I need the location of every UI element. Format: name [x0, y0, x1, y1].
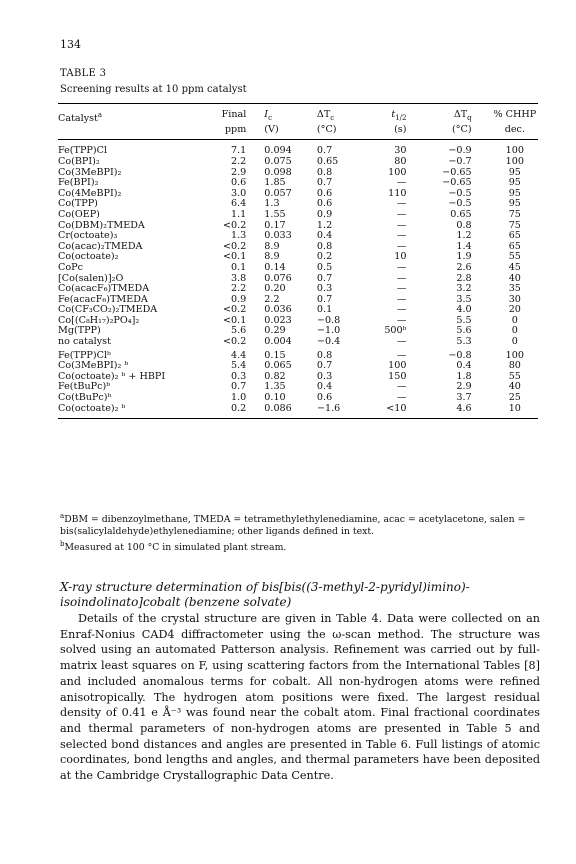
header-catalyst: Catalyst$^a$ — [58, 111, 103, 125]
cell-ppm: 1.3 — [231, 230, 247, 242]
cell-ic: 2.2 — [264, 293, 280, 305]
cell-chhp: 0 — [511, 325, 518, 337]
cell-dtc: 1.2 — [316, 219, 333, 231]
cell-catalyst: Co(DBM)₂TMEDA — [58, 219, 145, 231]
cell-ppm: 0.7 — [231, 381, 247, 393]
table-body-group-1 — [58, 140, 538, 348]
cell-ic: 0.15 — [264, 349, 286, 361]
cell-ppm: 0.2 — [212, 404, 265, 419]
cell-ppm: 3.8 — [231, 272, 247, 284]
cell-dtq: 1.4 — [456, 240, 472, 252]
cell-dtc: 0.9 — [316, 208, 333, 220]
cell-catalyst: Co(tBuPc)ᵇ — [58, 392, 112, 404]
cell-ppm: 2.2 — [231, 155, 247, 167]
cell-t12: — — [396, 219, 407, 231]
cell-chhp: 20 — [508, 304, 521, 316]
cell-ic: 0.076 — [264, 272, 292, 284]
cell-dtq: 3.5 — [456, 293, 472, 305]
cell-catalyst: Co(4MeBPI)₂ — [58, 187, 122, 199]
table-body-group-2 — [58, 348, 538, 419]
cell-ppm: <0.1 — [223, 251, 247, 263]
cell-catalyst: no catalyst — [58, 336, 111, 348]
cell-dtc: 0.6 — [316, 392, 333, 404]
cell-t12: — — [396, 336, 407, 348]
cell-dtq: −0.65 — [442, 166, 472, 178]
cell-ic: 0.20 — [264, 283, 286, 295]
cell-ppm: <0.1 — [223, 314, 247, 326]
cell-catalyst: Mg(TPP) — [58, 325, 101, 337]
cell-ic: 0.82 — [264, 370, 286, 382]
cell-chhp: 35 — [508, 283, 521, 295]
header-chhp-unit: dec. — [492, 125, 538, 140]
cell-ic: 1.55 — [264, 208, 286, 220]
table-header — [58, 104, 538, 140]
cell-dtq: 5.5 — [456, 314, 472, 326]
cell-chhp: 100 — [505, 155, 524, 167]
footnote-b: $^b$Measured at 100 °C in simulated plant stream. — [60, 540, 287, 554]
cell-chhp: 95 — [508, 177, 521, 189]
cell-ic: 0.057 — [264, 187, 292, 199]
cell-catalyst: Fe(TPP)Clᵇ — [58, 349, 111, 361]
header-t-half: $t_{1/2}$ — [391, 109, 407, 122]
cell-dtc: 0.3 — [316, 283, 333, 295]
cell-t12: — — [396, 272, 407, 284]
cell-dtc: −1.6 — [317, 404, 368, 419]
cell-ppm: 7.1 — [231, 145, 247, 157]
cell-ppm: 0.9 — [231, 293, 247, 305]
header-ic-unit: (V) — [264, 125, 317, 140]
cell-ic: 0.17 — [264, 219, 286, 231]
cell-chhp: 65 — [508, 240, 521, 252]
table-title: TABLE 3 — [60, 68, 107, 79]
cell-ppm: <0.2 — [223, 336, 247, 348]
cell-dtq: 0.4 — [456, 360, 472, 372]
cell-dtc: −0.4 — [316, 336, 341, 348]
cell-catalyst: Co(octoate)₂ — [58, 251, 119, 263]
cell-ic: 0.004 — [264, 336, 292, 348]
header-final-unit: ppm — [212, 125, 265, 140]
cell-ppm: 2.9 — [231, 166, 247, 178]
cell-ppm: 5.4 — [231, 360, 247, 372]
cell-dtq: −0.5 — [448, 187, 472, 199]
cell-catalyst: CoPc — [58, 261, 83, 273]
cell-catalyst: Fe(acacF₆)TMEDA — [58, 293, 148, 305]
header-chhp: % CHHP — [493, 109, 537, 120]
cell-ic: 0.033 — [264, 230, 292, 242]
cell-dtq: 4.0 — [456, 304, 472, 316]
cell-ic: 1.3 — [264, 198, 280, 210]
cell-dtq: 2.8 — [456, 272, 472, 284]
cell-dtq: 3.7 — [456, 392, 472, 404]
cell-t12: — — [396, 349, 407, 361]
cell-dtc: 0.3 — [316, 370, 333, 382]
cell-t12: — — [396, 392, 407, 404]
table-footnotes — [60, 510, 540, 554]
cell-t12: — — [396, 283, 407, 295]
header-ic: $I_c$ — [264, 109, 273, 122]
cell-t12: 80 — [394, 155, 407, 167]
cell-ic: 8.9 — [264, 251, 280, 263]
cell-catalyst: Fe(tBuPc)ᵇ — [58, 381, 111, 393]
cell-catalyst: Co(3MeBPI)₂ — [58, 166, 122, 178]
cell-dtc: 0.8 — [316, 240, 333, 252]
cell-t12: 10 — [394, 251, 407, 263]
cell-ppm: 2.2 — [231, 283, 247, 295]
cell-dtc: 0.1 — [316, 304, 333, 316]
cell-dtq: 0.65 — [450, 208, 472, 220]
header-t-half-unit: (s) — [367, 125, 428, 140]
cell-dtq: 1.2 — [456, 230, 472, 242]
cell-ic: 0.023 — [264, 314, 292, 326]
cell-dtc: 0.2 — [316, 251, 333, 263]
cell-t12: — — [396, 177, 407, 189]
cell-chhp: 45 — [508, 261, 521, 273]
header-final: Final — [221, 109, 247, 120]
cell-ic: 0.065 — [264, 360, 292, 372]
cell-chhp: 55 — [508, 251, 521, 263]
cell-ppm: 1.0 — [231, 392, 247, 404]
cell-catalyst: Co(octoate)₂ ᵇ — [58, 404, 212, 419]
cell-ic: 0.075 — [264, 155, 292, 167]
cell-chhp: 80 — [508, 360, 521, 372]
cell-dtc: 0.4 — [316, 230, 333, 242]
header-delta-tc: $\Delta T_c$ — [316, 109, 335, 122]
cell-chhp: 40 — [508, 381, 521, 393]
cell-dtc: 0.7 — [316, 145, 333, 157]
cell-chhp: 75 — [508, 219, 521, 231]
cell-t12: 30 — [394, 145, 407, 157]
cell-dtc: 0.8 — [316, 349, 333, 361]
cell-ic: 8.9 — [264, 240, 280, 252]
table-row — [58, 348, 538, 362]
cell-dtq: −0.5 — [448, 198, 472, 210]
cell-t12: <10 — [367, 404, 428, 419]
cell-t12: — — [396, 208, 407, 220]
cell-t12: 150 — [388, 370, 407, 382]
cell-t12: 500ᵇ — [384, 325, 407, 337]
cell-catalyst: Co[(C₈H₁₇)₂PO₄]₂ — [58, 314, 140, 326]
cell-dtc: 0.6 — [316, 187, 333, 199]
cell-ppm: 4.4 — [231, 349, 247, 361]
cell-dtq: 1.8 — [456, 370, 472, 382]
cell-chhp: 100 — [505, 145, 524, 157]
cell-catalyst: Co(CF₃CO₂)₂TMEDA — [58, 304, 158, 316]
cell-chhp: 100 — [505, 349, 524, 361]
cell-dtq: −0.65 — [442, 177, 472, 189]
paragraph: Details of the crystal structure are given in Table 4. Data were collected on an Enraf-Nonius CAD4 diffractometer using the ω-scan method. The structure was solved using an automated Patterson analysis. Refinement was carried out by full-matrix least squares on F, using scattering factors from the International Tables [8] and included anomalous terms for cobalt. All non-hydrogen atoms were refined anisotropically. The hydrogen atom positions were fixed. The largest residual density of 0.41 e Å⁻³ was found near the cobalt atom. Final fractional coordinates and thermal parameters of non-hydrogen atoms are presented in Table 5 and selected bond distances and angles are presented in Table 6. Full listings of atomic coordinates, bond lengths and angles, and thermal parameters have been deposited at the Cambridge Crystallographic Data Centre. — [60, 612, 540, 783]
cell-t12: — — [396, 314, 407, 326]
header-delta-tc-unit: (°C) — [317, 125, 368, 140]
cell-dtq: 1.9 — [456, 251, 472, 263]
cell-ic: 1.35 — [264, 381, 286, 393]
page-number: 134 — [60, 38, 81, 51]
cell-ppm: 5.6 — [231, 325, 247, 337]
cell-catalyst: Fe(TPP)Cl — [58, 145, 108, 157]
cell-catalyst: Co(3MeBPI)₂ ᵇ — [58, 360, 129, 372]
cell-ppm: <0.2 — [223, 219, 247, 231]
cell-ic: 0.14 — [264, 261, 286, 273]
cell-t12: — — [396, 293, 407, 305]
cell-ppm: 3.0 — [231, 187, 247, 199]
cell-t12: — — [396, 230, 407, 242]
cell-ppm: 0.3 — [231, 370, 247, 382]
cell-chhp: 95 — [508, 187, 521, 199]
table-row — [58, 210, 538, 221]
cell-catalyst: Co(OEP) — [58, 208, 100, 220]
cell-ic: 0.29 — [264, 325, 286, 337]
cell-dtq: 5.6 — [456, 325, 472, 337]
table-row — [58, 157, 538, 168]
cell-ppm: <0.2 — [223, 304, 247, 316]
cell-ic: 0.036 — [264, 304, 292, 316]
cell-dtc: 0.5 — [316, 261, 333, 273]
cell-catalyst: [Co(salen)]₂O — [58, 272, 124, 284]
cell-dtq: 2.6 — [456, 261, 472, 273]
footnote-a: $^a$DBM = dibenzoylmethane, TMEDA = tetramethylethylenediamine, acac = acetylacetone, salen = bis(salicylaldehyde)ethylenediamine; other ligands defined in text. — [60, 512, 526, 538]
cell-ic: 1.85 — [264, 177, 286, 189]
cell-dtq: −0.8 — [448, 349, 472, 361]
cell-dtc: 0.4 — [316, 381, 333, 393]
cell-dtc: 0.7 — [316, 360, 333, 372]
cell-t12: — — [396, 198, 407, 210]
cell-catalyst: Co(acacF₆)TMEDA — [58, 283, 150, 295]
cell-chhp: 25 — [508, 392, 521, 404]
section-heading: X-ray structure determination of bis[bis((3-methyl-2-pyridyl)imino)-isoindolinato]cobalt (benzene solvate) — [60, 580, 470, 609]
cell-chhp: 75 — [508, 208, 521, 220]
table-row — [58, 140, 538, 157]
cell-catalyst: Fe(BPI)₂ — [58, 177, 99, 189]
header-delta-tq: $\Delta T_q$ — [453, 109, 472, 122]
cell-dtc: 0.65 — [316, 155, 339, 167]
cell-dtq: 4.6 — [428, 404, 491, 419]
cell-chhp: 0 — [511, 314, 518, 326]
cell-ppm: 6.4 — [231, 198, 247, 210]
cell-dtc: 0.7 — [316, 272, 333, 284]
table-row — [58, 263, 538, 274]
cell-t12: — — [396, 381, 407, 393]
cell-ppm: 1.1 — [231, 208, 247, 220]
cell-t12: — — [396, 304, 407, 316]
cell-dtq: 5.3 — [456, 336, 472, 348]
cell-dtc: 0.7 — [316, 293, 333, 305]
cell-chhp: 40 — [508, 272, 521, 284]
cell-chhp: 95 — [508, 166, 521, 178]
cell-dtq: −0.7 — [448, 155, 472, 167]
cell-t12: — — [396, 261, 407, 273]
cell-dtq: 0.8 — [456, 219, 472, 231]
cell-dtc: 0.7 — [316, 177, 333, 189]
cell-ppm: <0.2 — [223, 240, 247, 252]
cell-ic: 0.098 — [264, 166, 292, 178]
cell-ic: 0.094 — [264, 145, 292, 157]
body-text — [60, 611, 540, 784]
cell-chhp: 10 — [492, 404, 538, 419]
cell-t12: 100 — [388, 166, 407, 178]
cell-dtc: −1.0 — [316, 325, 341, 337]
cell-chhp: 0 — [511, 336, 518, 348]
cell-ic: 0.10 — [264, 392, 286, 404]
cell-dtc: 0.8 — [316, 166, 333, 178]
cell-catalyst: Co(BPI)₂ — [58, 155, 100, 167]
cell-t12: — — [396, 240, 407, 252]
cell-t12: 110 — [388, 187, 407, 199]
table-row — [58, 337, 538, 348]
cell-ic: 0.086 — [264, 404, 317, 419]
table-row — [58, 404, 538, 419]
cell-chhp: 65 — [508, 230, 521, 242]
cell-chhp: 95 — [508, 198, 521, 210]
cell-catalyst: Co(acac)₂TMEDA — [58, 240, 143, 252]
header-delta-tq-unit: (°C) — [428, 125, 491, 140]
cell-dtq: 3.2 — [456, 283, 472, 295]
cell-dtq: −0.9 — [448, 145, 472, 157]
table-caption: Screening results at 10 ppm catalyst — [60, 84, 247, 95]
cell-chhp: 30 — [508, 293, 521, 305]
cell-t12: 100 — [388, 360, 407, 372]
cell-ppm: 0.6 — [231, 177, 247, 189]
cell-ppm: 0.1 — [231, 261, 247, 273]
screening-results-table — [58, 103, 538, 419]
cell-dtc: 0.6 — [316, 198, 333, 210]
cell-catalyst: Cr(octoate)₃ — [58, 230, 118, 242]
cell-catalyst: Co(octoate)₂ ᵇ + HBPI — [58, 370, 166, 382]
cell-catalyst: Co(TPP) — [58, 198, 98, 210]
cell-dtc: −0.8 — [316, 314, 341, 326]
cell-dtq: 2.9 — [456, 381, 472, 393]
cell-chhp: 55 — [508, 370, 521, 382]
